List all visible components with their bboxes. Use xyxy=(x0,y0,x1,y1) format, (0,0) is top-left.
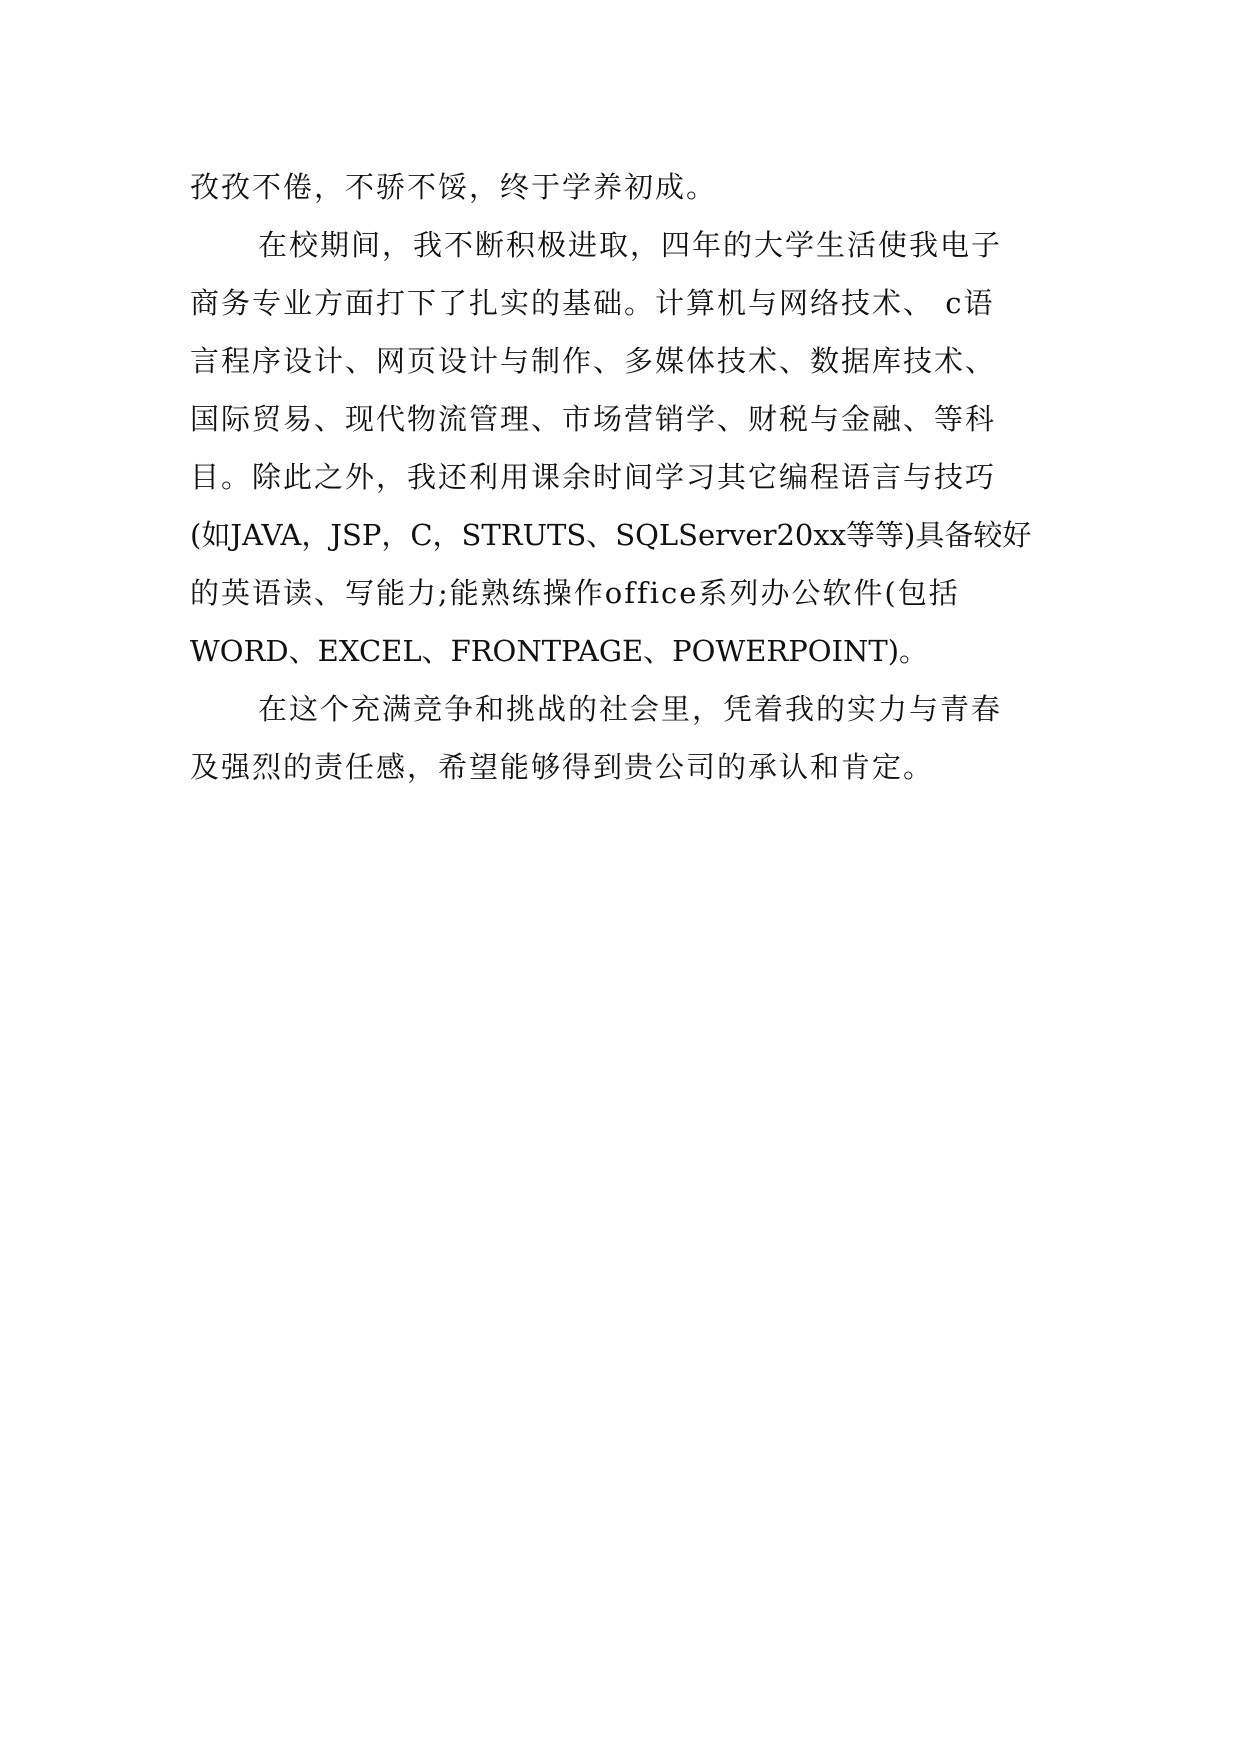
text-line: (如JAVA，JSP，C，STRUTS、SQLServer20xx等等)具备较好 xyxy=(190,518,1032,552)
text-line: 在校期间，我不断积极进取，四年的大学生活使我电子 xyxy=(258,228,1003,262)
text-line: 在这个充满竞争和挑战的社会里，凭着我的实力与青春 xyxy=(258,692,1003,726)
text-line: 的英语读、写能力;能熟练操作office系列办公软件(包括 xyxy=(190,576,960,610)
text-line: 商务专业方面打下了扎实的基础。计算机与网络技术、 c语 xyxy=(190,286,995,320)
text-line: WORD、EXCEL、FRONTPAGE、POWERPOINT)。 xyxy=(190,634,929,668)
text-line: 孜孜不倦，不骄不馁，终于学养初成。 xyxy=(190,170,718,204)
text-line: 言程序设计、网页设计与制作、多媒体技术、数据库技术、 xyxy=(190,344,997,378)
text-line: 目。除此之外，我还利用课余时间学习其它编程语言与技巧 xyxy=(190,460,997,494)
body-text xyxy=(190,158,1070,796)
text-line: 国际贸易、现代物流管理、市场营销学、财税与金融、等科 xyxy=(190,402,997,436)
text-line: 及强烈的责任感，希望能够得到贵公司的承认和肯定。 xyxy=(190,750,935,784)
